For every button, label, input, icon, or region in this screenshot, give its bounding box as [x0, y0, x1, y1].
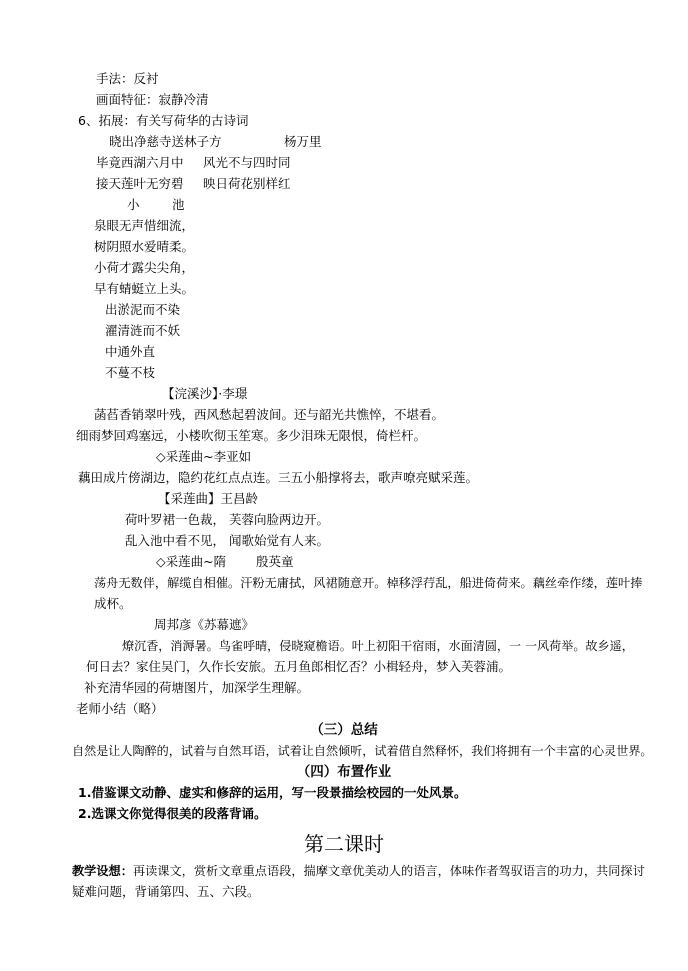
- poem1-line2a: 接天莲叶无穷碧: [96, 176, 184, 191]
- poem6-title-b: 殷英童: [256, 554, 294, 569]
- technique-line: 手法：反衬: [96, 71, 159, 86]
- poem2-title-b: 池: [172, 197, 185, 212]
- poem1-line1a: 毕竟西湖六月中: [96, 155, 184, 170]
- teaching-idea-label: 教学设想：: [72, 864, 133, 878]
- phrase-line: 中通外直: [105, 344, 156, 359]
- poem7-line1: 燎沉香，消溽暑。鸟雀呼晴，侵晓窥檐语。叶上初阳干宿雨，水面清圆，一 一风荷举。故乡遥，: [122, 639, 634, 653]
- poem6-line2: 成杯。: [94, 596, 132, 611]
- poem3-title: 【浣溪沙】·李璟: [162, 386, 248, 401]
- poem5-line2: 乱入池中看不见， 闻歌始觉有人来。: [125, 533, 329, 548]
- poem5-title: 【采莲曲】王昌龄: [158, 491, 259, 506]
- supplement-line: 补充清华园的荷塘图片，加深学生理解。: [84, 680, 310, 695]
- poem4-title: ◇采莲曲~李亚如: [156, 449, 252, 464]
- poem2-line: 早有蜻蜓立上头。: [94, 281, 195, 296]
- second-lesson-line2: 疑难问题，背诵第四、五、六段。: [72, 884, 260, 899]
- poem7-title: 周邦彦《苏幕遮》: [154, 617, 255, 632]
- poem4-line1: 藕田成片傍湖边，隐约花红点点连。三五小船撑将去，歌声嘹亮赋采莲。: [78, 470, 479, 485]
- homework-item: 2.选课文你觉得很美的段落背诵。: [78, 806, 267, 821]
- picture-feature-line: 画面特征：寂静冷清: [96, 92, 209, 107]
- poem1-line2b: 映日荷花别样红: [203, 176, 291, 191]
- second-lesson-line1: [72, 862, 645, 880]
- phrase-line: 濯清涟而不妖: [105, 323, 181, 338]
- poem3-line1: 菡萏香销翠叶残，西风愁起碧波间。还与韶光共憔悴，不堪看。: [94, 407, 445, 422]
- poem2-title-a: 小: [127, 197, 140, 212]
- homework-item: 1.借鉴课文动静、虚实和修辞的运用，写一段景描绘校园的一处风景。: [78, 785, 467, 800]
- phrase-line: 不蔓不枝: [105, 365, 156, 380]
- poem1-line1b: 风光不与四时同: [203, 155, 291, 170]
- extension-heading: 6、拓展：有关写荷华的古诗词: [78, 113, 249, 128]
- poem1-author: 杨万里: [284, 134, 322, 149]
- poem2-line: 小荷才露尖尖角，: [94, 260, 195, 275]
- poem5-line1: 荷叶罗裙一色裁， 芙蓉向脸两边开。: [125, 512, 329, 527]
- poem1-title: 晓出净慈寺送林子方: [109, 134, 222, 149]
- phrase-line: 出淤泥而不染: [105, 302, 181, 317]
- teaching-idea-text: 再读课文，赏析文章重点语段，揣摩文章优美动人的语言，体味作者驾驭语言的功力，共同探讨: [132, 864, 645, 878]
- section3-heading: （三）总结: [310, 722, 378, 738]
- poem2-line: 泉眼无声惜细流，: [94, 218, 195, 233]
- poem6-title-a: ◇采莲曲~隋: [156, 554, 227, 569]
- poem7-line2: 何日去？家住吴门，久作长安旅。五月鱼郎相忆否？小楫轻舟，梦入芙蓉浦。: [86, 659, 512, 674]
- poem3-line2: 细雨梦回鸡塞远，小楼吹彻玉笙寒。多少泪珠无限恨，倚栏杆。: [76, 428, 427, 443]
- second-lesson-title: 第二课时: [304, 832, 384, 856]
- poem2-line: 树阴照水爱晴柔。: [94, 239, 195, 254]
- section3-text: 自然是让人陶醉的，试着与自然耳语，试着让自然倾听，试着借自然释怀，我们将拥有一个丰富的心灵世界。: [72, 744, 653, 758]
- section4-heading: （四）布置作业: [296, 764, 392, 780]
- poem6-line1: 荡舟无数伴，解缆自相催。汗粉无庸拭，风裙随意开。棹移浮荇乱，船进倚荷来。藕丝牵作缕，莲叶捧: [94, 576, 643, 590]
- teacher-summary: 老师小结（略）: [76, 701, 164, 716]
